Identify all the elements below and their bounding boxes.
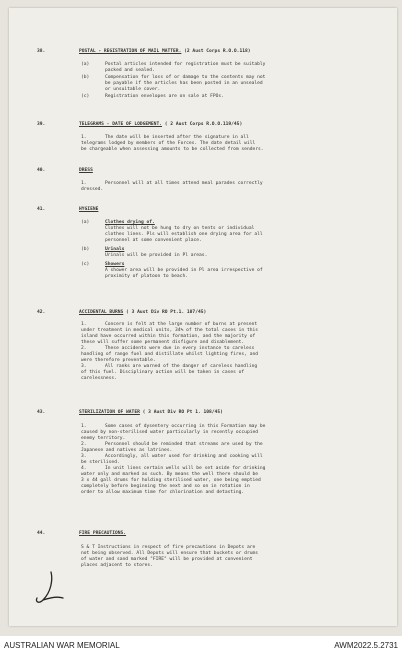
document-page: 38. POSTAL - REGISTRATION OF MAIL MATTER. (2 Aust Corps R.O.O.118) (a) Postal articles intended for registration must be suitably packed and sealed. (b) Compensation for loss of or damage to the contents may not be payable if the articles has been posted in an unsealed or unsuitable cover. (c) Registration envelopes are on sale at FPOs. 39. TELEGRAMS - DATE OF LODGEMENT. ( 2 Aust Corps R.O.O.119/45) 1. The date will be inserted after the signature in all telegrams lodged by members of the Forces. The date detail will be chargeable when assessing amounts to be collected from senders. 40. DRESS 1. Personnel will at all times attend meal parades correctly dressed. 41. HYGIENE (a) Clothes drying of. Clothes will not be hung to dry on tents or individual clothes lines. Pls will establish one drying area for all personnel at some convenient place. (b) Urinals Urinals will be provided in Pl areas. (c) Showers A shower area will be provided in Pl area irrespective of proximity of platoon to beach. 42. ACCIDENTAL BURNS ( 3 Aust Div RO Pt.1. 107/45) 1. Concern is felt at the large number of burns at present under treatment in medical units, 34% of the total cases in this island have occurred within this formation, and the majority of these will suffer some permanent disfigure and disablement. 2. These accidents were due in every instance to careless handling of range fuel and distillate whilst lighting fires, and were therefore preventable. 3. All ranks are warned of the danger of careless handling of this fuel. Disciplinary action will be taken in cases of carelessness. 43. STERILIZATION OF WATER ( 3 Aust Div RO Pt 1. 108/45) 1. Some cases of dysentery occurring in this Formation may be caused by non-sterilised water particularly in recently occupied enemy territory. 2. Personnel should be reminded that streams are used by the Japanese and natives as latrines. 3. Accordingly, all water used for drinking and cooking will be sterilised. 4. In unit lines certain wells will be set aside for drinking water only and marked as such. By means the well there should be 3 x 44 gall drums for holding sterilised water, one being emptied completely before beginning the next and so on in rotation in order to allow maximum time for chlorination and detasting. 44. FIRE PRECAUTIONS. S & T Instructions in respect of fire precautions in Depots are not being observed. All Depots will ensure that buckets or drums of water and sand marked "FIRE" will be provided at convenient places adjacent to stores. [9,8,397,626]
section-heading: FIRE PRECAUTIONS. [79,531,127,536]
section-heading: STERILIZATION OF WATER ( 3 Aust Div RO Pt 1. 108/45) [79,410,223,415]
item-marker: (a) [81,62,90,67]
archive-reference: AWM2022.5.2731 [334,641,398,650]
archive-footer-bar [0,636,402,653]
archive-name: AUSTRALIAN WAR MEMORIAL [4,641,120,650]
section-heading: ACCIDENTAL BURNS ( 3 Aust Div RO Pt.1. 107/45) [79,310,207,315]
section-heading: DRESS [79,168,93,173]
section-heading: TELEGRAMS - DATE OF LODGEMENT. ( 2 Aust Corps R.O.O.119/45) [79,122,243,127]
section-number: 38. [37,49,46,54]
section-heading: POSTAL - REGISTRATION OF MAIL MATTER. (2 Aust Corps R.O.O.118) [79,49,251,54]
section-heading: HYGIENE [79,207,99,212]
handwritten-signature [29,568,69,608]
